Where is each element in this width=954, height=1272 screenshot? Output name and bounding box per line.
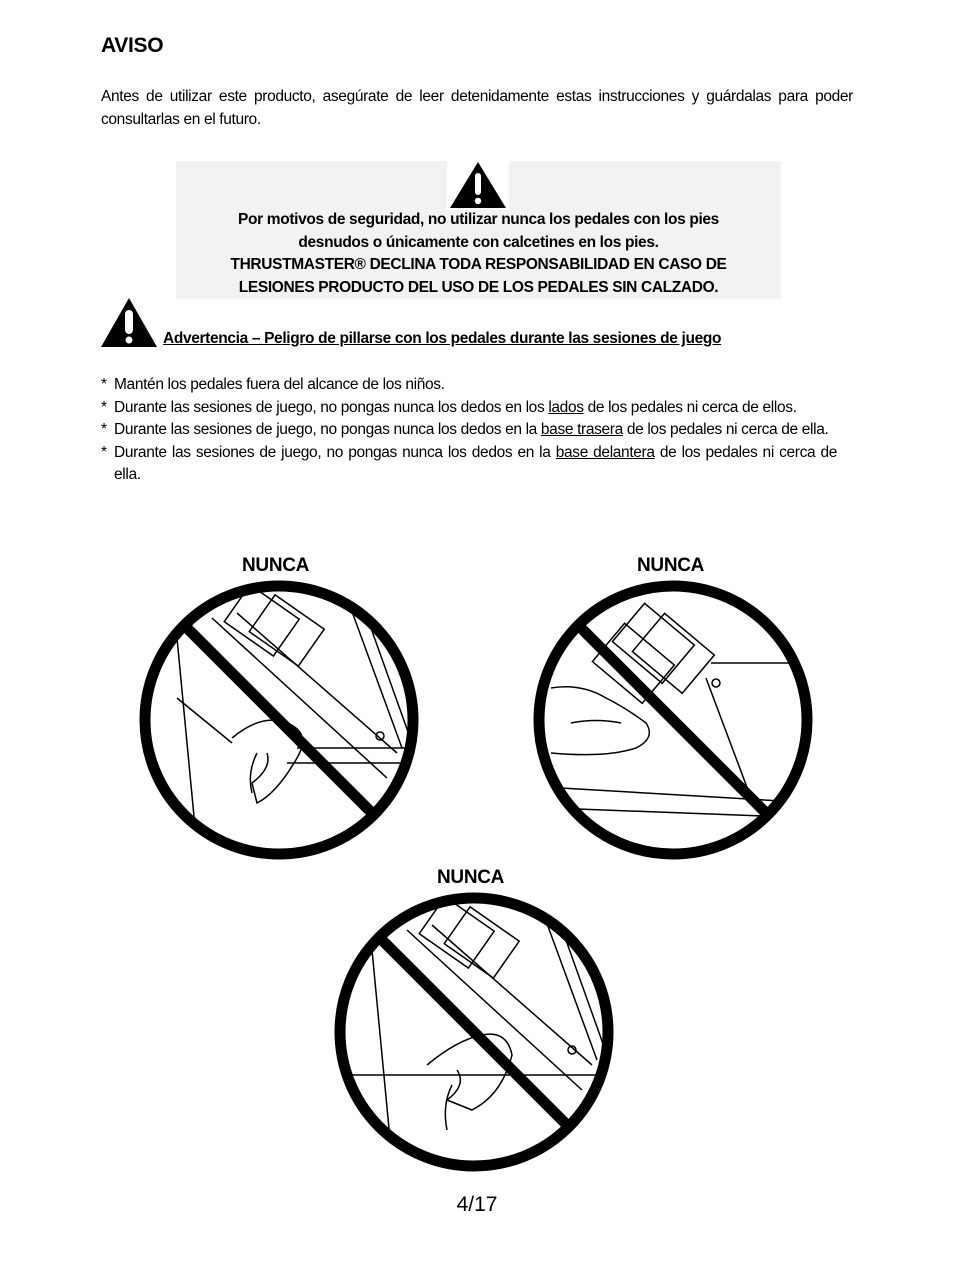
bullet-text: de los pedales ni cerca de ellos. — [583, 398, 797, 416]
bullet-text: Mantén los pedales fuera del alcance de los niños. — [114, 376, 445, 393]
bullet-underlined: base delantera — [555, 443, 655, 461]
bullet-text: Durante las sesiones de juego, no pongas nunca los dedos en la — [114, 443, 556, 461]
bullet-text: Durante las sesiones de juego, no pongas nunca los dedos en los — [114, 398, 549, 416]
list-item — [101, 442, 837, 487]
nunca-label: NUNCA — [242, 555, 310, 576]
no-fingers-on-rear-base-illustration — [531, 578, 815, 867]
warning-heading: Advertencia – Peligro de pillarse con los pedales durante las sesiones de juego — [163, 330, 722, 347]
intro-paragraph: Antes de utilizar este producto, asegúrate de leer detenidamente estas instrucciones y guárdalas para poder consultarlas en el futuro. — [101, 88, 853, 128]
safety-line: THRUSTMASTER® DECLINA TODA RESPONSABILIDAD EN CASO DE — [230, 256, 727, 273]
list-item — [101, 419, 837, 442]
bullet-underlined: lados — [548, 398, 584, 416]
nunca-label: NUNCA — [437, 867, 505, 888]
page-number: 4/17 — [456, 1193, 498, 1216]
bullet-star: * — [101, 443, 107, 461]
page-title: AVISO — [101, 34, 164, 57]
bullet-star: * — [101, 421, 107, 439]
no-fingers-on-front-base-illustration — [332, 890, 616, 1179]
bullet-star: * — [101, 398, 107, 416]
safety-line: Por motivos de seguridad, no utilizar nunca los pedales con los pies — [238, 211, 719, 228]
warning-list — [101, 374, 837, 487]
no-symbol-icon — [332, 890, 616, 1174]
bullet-text: de los pedales ni cerca de ella. — [114, 443, 838, 484]
no-symbol-icon — [137, 578, 421, 862]
nunca-label: NUNCA — [637, 555, 705, 576]
bullet-star: * — [101, 376, 107, 393]
no-symbol-icon — [531, 578, 815, 862]
list-item — [101, 397, 837, 420]
safety-line: desnudos o únicamente con calcetines en los pies. — [298, 233, 659, 251]
bullet-underlined: base trasera — [540, 421, 623, 439]
safety-line: LESIONES PRODUCTO DEL USO DE LOS PEDALES SIN CALZADO. — [238, 278, 719, 296]
bullet-text: de los pedales ni cerca de ella. — [622, 421, 829, 439]
safety-warning-text — [176, 209, 781, 299]
list-item — [101, 374, 837, 397]
warning-triangle-icon — [447, 160, 509, 210]
bullet-text: Durante las sesiones de juego, no pongas nunca los dedos en la — [114, 421, 541, 439]
warning-triangle-icon — [99, 297, 159, 349]
no-fingers-on-sides-illustration — [137, 578, 421, 867]
